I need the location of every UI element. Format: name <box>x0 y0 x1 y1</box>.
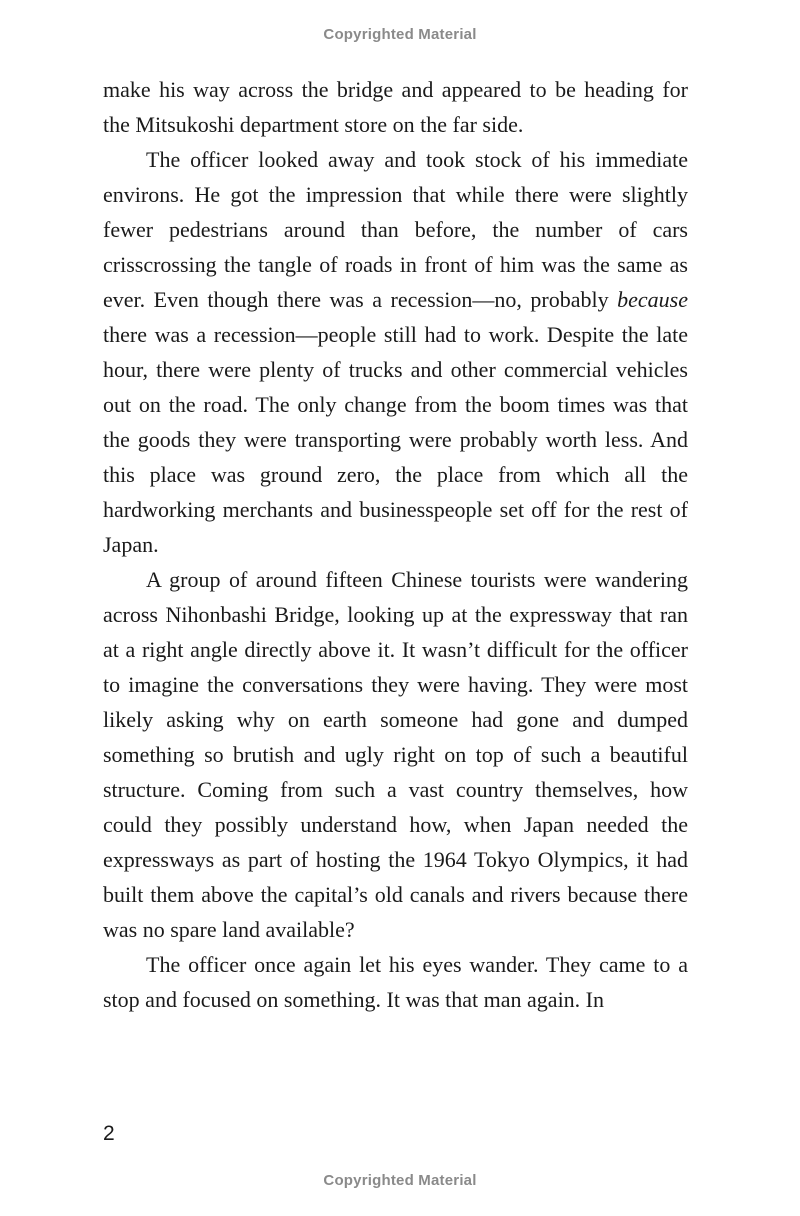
paragraph-1 <box>103 72 688 142</box>
paragraph-3 <box>103 562 688 947</box>
paragraph-2-text-part-2: there was a recession—people still had to work. Despite the late hour, there were plenty of trucks and other commercial vehicles out on the road. The only change from the boom times was that the goods they were transporting were probably worth less. And this place was ground zero, the place from which all the hardworking merchants and businesspeople set off for the rest of Japan. <box>103 322 688 557</box>
paragraph-3-text: A group of around fifteen Chinese tourists were wandering across Nihonbashi Bridge, looking up at the expressway that ran at a right angle directly above it. It wasn’t difficult for the officer to imagine the conversations they were having. They were most likely asking why on earth someone had gone and dumped something so brutish and ugly right on top of such a beautiful structure. Coming from such a vast country themselves, how could they possibly understand how, when Japan needed the expressways as part of hosting the 1964 Tokyo Olympics, it had built them above the capital’s old canals and rivers because there was no spare land available? <box>103 567 688 942</box>
paragraph-2-text-part-1: The officer looked away and took stock of his immediate environs. He got the impression that while there were slightly fewer pedestrians around than before, the number of cars crisscrossing the tangle of roads in front of him was the same as ever. Even though there was a recession—no, probably <box>103 147 688 312</box>
paragraph-2 <box>103 142 688 562</box>
paragraph-2-emphasis: because <box>617 287 688 312</box>
paragraph-1-text: make his way across the bridge and appeared to be heading for the Mitsukoshi department store on the far side. <box>103 77 688 137</box>
page-number: 2 <box>103 1122 115 1145</box>
page-body-text <box>103 72 688 1017</box>
paragraph-4-text: The officer once again let his eyes wander. They came to a stop and focused on something. It was that man again. In <box>103 952 688 1012</box>
paragraph-4 <box>103 947 688 1017</box>
copyright-watermark-bottom: Copyrighted Material <box>323 1172 477 1189</box>
copyright-watermark-top: Copyrighted Material <box>323 26 477 43</box>
